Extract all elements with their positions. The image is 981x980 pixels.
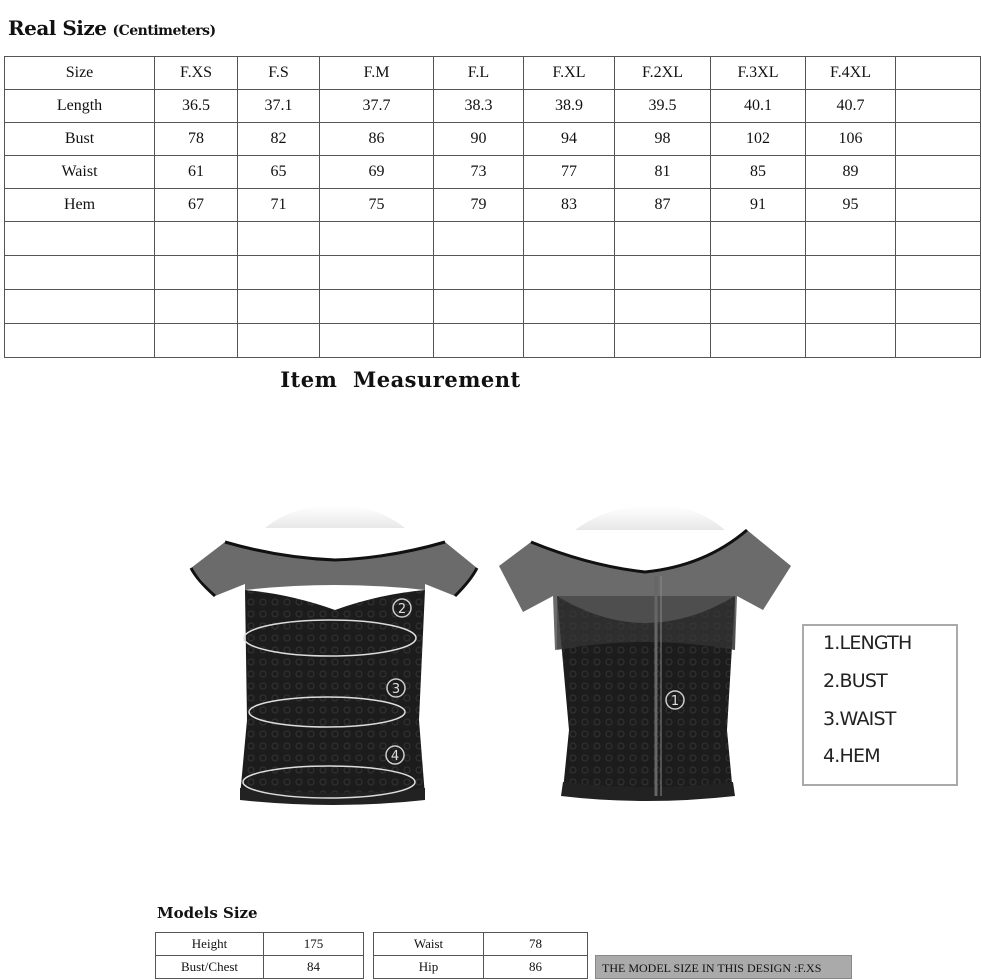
row-label-cell: Waist: [5, 156, 155, 189]
row-label-cell: [5, 290, 155, 324]
size-chart-table: [4, 56, 981, 358]
title-text: Real Size: [8, 16, 107, 40]
table-cell: [896, 222, 981, 256]
marker-3: 3: [391, 682, 401, 697]
models-table-right: [373, 932, 588, 979]
table-cell: 87: [615, 189, 711, 222]
table-header-cell: F.S: [238, 57, 320, 90]
table-header-cell: F.4XL: [806, 57, 896, 90]
table-cell: [524, 290, 615, 324]
table-row: [5, 324, 981, 358]
front-garment-image: [185, 500, 485, 810]
table-cell: 67: [155, 189, 238, 222]
table-cell: 40.1: [711, 90, 806, 123]
table-cell: [896, 324, 981, 358]
model-waist-value: 78: [484, 933, 588, 956]
table-cell: [238, 256, 320, 290]
model-height-label: Height: [156, 933, 264, 956]
table-cell: 102: [711, 123, 806, 156]
table-cell: 75: [320, 189, 434, 222]
table-row: [5, 90, 981, 123]
table-cell: [896, 290, 981, 324]
legend-hem: 4.HEM: [823, 745, 880, 767]
table-header-cell: F.2XL: [615, 57, 711, 90]
marker-2: 2: [397, 602, 407, 617]
table-row: [5, 189, 981, 222]
table-cell: [155, 324, 238, 358]
table-header-cell: F.XS: [155, 57, 238, 90]
table-cell: 39.5: [615, 90, 711, 123]
table-cell: 95: [806, 189, 896, 222]
table-cell: [896, 123, 981, 156]
table-cell: 36.5: [155, 90, 238, 123]
row-label-cell: [5, 324, 155, 358]
table-row: [5, 123, 981, 156]
model-design-size-note: THE MODEL SIZE IN THIS DESIGN :F.XS: [595, 955, 852, 979]
table-cell: 83: [524, 189, 615, 222]
models-size-title: Models Size: [157, 904, 258, 922]
table-cell: [615, 222, 711, 256]
table-cell: [320, 256, 434, 290]
table-cell: [524, 222, 615, 256]
row-label-cell: Bust: [5, 123, 155, 156]
table-cell: 78: [155, 123, 238, 156]
table-cell: 69: [320, 156, 434, 189]
table-cell: [896, 189, 981, 222]
model-bust-label: Bust/Chest: [156, 956, 264, 979]
table-cell: [896, 256, 981, 290]
table-cell: 94: [524, 123, 615, 156]
table-cell: [711, 256, 806, 290]
table-cell: 82: [238, 123, 320, 156]
table-cell: [320, 290, 434, 324]
table-header-cell: F.L: [434, 57, 524, 90]
model-waist-label: Waist: [374, 933, 484, 956]
table-cell: [524, 324, 615, 358]
table-cell: 77: [524, 156, 615, 189]
table-cell: 98: [615, 123, 711, 156]
row-label-cell: Length: [5, 90, 155, 123]
back-garment-image: [495, 500, 795, 810]
table-row: [5, 290, 981, 324]
table-header-cell: Size: [5, 57, 155, 90]
table-row: [156, 933, 364, 956]
table-cell: [896, 90, 981, 123]
table-cell: [434, 324, 524, 358]
table-cell: [615, 290, 711, 324]
table-header-row: [5, 57, 981, 90]
table-cell: 90: [434, 123, 524, 156]
table-cell: 40.7: [806, 90, 896, 123]
table-header-cell: [896, 57, 981, 90]
page-title: [8, 16, 216, 40]
row-label-cell: [5, 222, 155, 256]
table-row: [5, 222, 981, 256]
table-cell: [155, 290, 238, 324]
measurement-legend: [802, 624, 958, 786]
table-cell: [434, 222, 524, 256]
table-cell: 37.7: [320, 90, 434, 123]
table-cell: 91: [711, 189, 806, 222]
marker-4: 4: [390, 749, 400, 764]
table-header-cell: F.XL: [524, 57, 615, 90]
table-cell: 71: [238, 189, 320, 222]
table-cell: [238, 222, 320, 256]
legend-bust: 2.BUST: [823, 670, 887, 692]
table-cell: [896, 156, 981, 189]
table-cell: 38.9: [524, 90, 615, 123]
models-table-left: [155, 932, 364, 979]
table-cell: [155, 256, 238, 290]
table-cell: [238, 290, 320, 324]
table-cell: 85: [711, 156, 806, 189]
table-row: [374, 933, 588, 956]
table-cell: [711, 290, 806, 324]
table-row: [5, 156, 981, 189]
table-cell: [320, 222, 434, 256]
table-cell: [434, 256, 524, 290]
table-cell: [155, 222, 238, 256]
model-height-value: 175: [264, 933, 364, 956]
table-cell: [711, 222, 806, 256]
table-row: [156, 956, 364, 979]
model-hip-label: Hip: [374, 956, 484, 979]
marker-1: 1: [670, 694, 680, 709]
table-header-cell: F.3XL: [711, 57, 806, 90]
table-cell: 37.1: [238, 90, 320, 123]
table-row: [374, 956, 588, 979]
table-cell: 73: [434, 156, 524, 189]
table-cell: [615, 324, 711, 358]
heading-text: Item Measurement: [280, 367, 521, 392]
table-cell: [806, 290, 896, 324]
model-bust-value: 84: [264, 956, 364, 979]
table-cell: 89: [806, 156, 896, 189]
unit-label: (Centimeters): [112, 23, 216, 39]
table-cell: [320, 324, 434, 358]
table-cell: [615, 256, 711, 290]
table-cell: [806, 256, 896, 290]
table-cell: [806, 222, 896, 256]
table-header-cell: F.M: [320, 57, 434, 90]
table-cell: 61: [155, 156, 238, 189]
legend-length: 1.LENGTH: [823, 632, 912, 654]
row-label-cell: Hem: [5, 189, 155, 222]
table-cell: 81: [615, 156, 711, 189]
table-cell: 86: [320, 123, 434, 156]
table-row: [5, 256, 981, 290]
table-cell: [238, 324, 320, 358]
table-cell: 106: [806, 123, 896, 156]
item-measurement-heading: [0, 367, 981, 392]
model-hip-value: 86: [484, 956, 588, 979]
table-cell: 79: [434, 189, 524, 222]
table-cell: [711, 324, 806, 358]
table-cell: [524, 256, 615, 290]
row-label-cell: [5, 256, 155, 290]
table-cell: [806, 324, 896, 358]
table-cell: 38.3: [434, 90, 524, 123]
legend-waist: 3.WAIST: [823, 708, 896, 730]
table-cell: 65: [238, 156, 320, 189]
table-cell: [434, 290, 524, 324]
